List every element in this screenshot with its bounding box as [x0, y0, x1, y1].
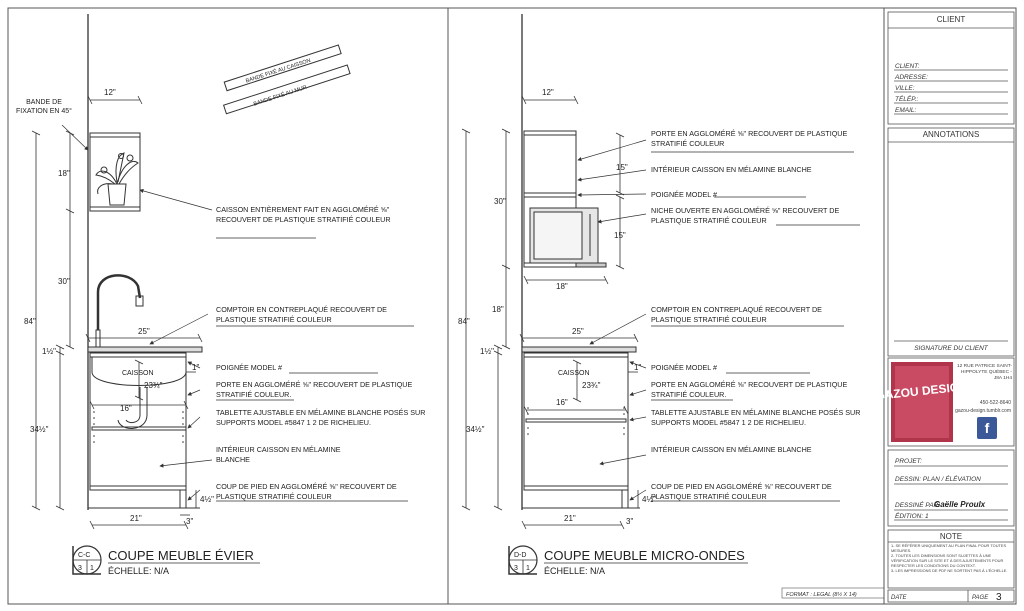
note-porte-top: PORTE EN AGGLOMÉRÉ ⅝" RECOUVERT DE PLASTIQUE STRATIFIÉ COULEUR: [651, 129, 848, 148]
dim-total: 84": [24, 317, 36, 326]
note-comptoir-r: COMPTOIR EN CONTREPLAQUÉ RECOUVERT DE PLASTIQUE STRATIFIÉ COULEUR: [651, 305, 822, 324]
email-field: EMAIL:: [895, 107, 917, 114]
dim-top-width: 12": [104, 88, 116, 97]
counter: [88, 347, 202, 352]
marker-bl: 3: [78, 565, 82, 572]
caisson-label-r: CAISSON: [558, 370, 590, 377]
page-number: 3: [996, 592, 1002, 603]
plant-icon: [96, 153, 138, 205]
facebook-icon[interactable]: [977, 417, 997, 439]
dim-gap-r: 18": [492, 305, 504, 314]
sheet-border: [8, 8, 1016, 604]
note-line-3: 3- LES IMPRESSIONS DE PDF NE SORTENT PAS À L'ÉCHELLE.: [891, 568, 1008, 573]
right-scale: ÉCHELLE: N/A: [544, 566, 606, 576]
dim-toe-h-r: 4½": [642, 495, 656, 504]
note-line-1: 1- SE RÉFÉRER UNIQUEMENT AU PLAN FINAL POUR TOUTES MESURES.: [891, 543, 1007, 553]
note-coup: COUP DE PIED EN AGGLOMÉRÉ ⅝" RECOUVERT DE PLASTIQUE STRATIFIÉ COULEUR: [216, 482, 397, 501]
client-field: CLIENT:: [895, 63, 920, 70]
note-bande: BANDE DE FIXATION EN 45°: [16, 99, 72, 115]
right-title: COUPE MEUBLE MICRO-ONDES: [544, 548, 745, 563]
note-poignee: POIGNÉE MODEL #: [216, 363, 283, 372]
right-section-marker: [509, 546, 537, 574]
note-poignee-top: POIGNÉE MODEL #: [651, 190, 718, 199]
note-porte: PORTE EN AGGLOMÉRÉ ⅝" RECOUVERT DE PLASTIQUE STRATIFIÉ COULEUR.: [216, 380, 413, 399]
dim-lower-h: 34½": [30, 425, 49, 434]
marker-top-r: D-D: [514, 552, 527, 559]
faucet-icon: [98, 275, 140, 330]
dim-toe-h: 4½": [200, 495, 214, 504]
dim-niche-w: 18": [556, 282, 568, 291]
left-title: COUPE MEUBLE ÉVIER: [108, 548, 254, 563]
client-fields: [894, 63, 928, 114]
dim-counter-w: 25": [138, 327, 150, 336]
marker-br: 1: [90, 565, 94, 572]
annotations-box: [888, 128, 1014, 356]
upper-cabinet: [90, 133, 140, 211]
left-notes: [16, 57, 442, 508]
counter-right: [522, 347, 636, 352]
shelf-right: [526, 419, 626, 422]
dim-inner-r: 23¾": [582, 381, 601, 390]
dim-lower-h-r: 34½": [466, 425, 485, 434]
address-field: ADRESSE:: [895, 74, 928, 81]
project-info: [895, 458, 986, 520]
dim-toe-w-r: 3": [626, 517, 634, 526]
dim-side-r: 1": [634, 363, 642, 372]
dim-inner15a: 15": [616, 163, 628, 172]
company-web: gazou-design.tumblr.com: [955, 408, 1011, 414]
company-info: [955, 364, 1012, 414]
dim-toe-w: 3": [186, 517, 194, 526]
dim-counter-w-r: 25": [572, 327, 584, 336]
note-comptoir: COMPTOIR EN CONTREPLAQUÉ RECOUVERT DE PLASTIQUE STRATIFIÉ COULEUR: [216, 305, 387, 324]
marker-bl-r: 3: [514, 565, 518, 572]
right-text: [458, 88, 656, 526]
phone-field: TÉLÉP.:: [895, 96, 919, 103]
client-header: CLIENT: [936, 15, 966, 24]
note-caisson: CAISSON ENTIÈREMENT FAIT EN AGGLOMÉRÉ ⅝" RECOUVERT DE PLASTIQUE STRATIFIÉ COULEUR: [216, 205, 391, 224]
svg-text:f: f: [984, 420, 990, 436]
dim-inner: 23¾": [144, 381, 163, 390]
page-label: PAGE: [972, 595, 989, 601]
marker-top: C-C: [78, 552, 91, 559]
marker-br-r: 1: [526, 565, 530, 572]
note-line-2: 2- TOUTES LES DIMENSIONS SONT SUJETTES À UNE VÉRIFICATION SUR LE SITE ET À DES AJUSTEMENTS POUR RESPECTER LES CONDITIONS DU CONTEXT.: [891, 553, 1004, 568]
dim-side: 1": [192, 363, 200, 372]
note-interieur: INTÉRIEUR CAISSON EN MÉLAMINE BLANCHE: [216, 445, 341, 464]
format-label: FORMAT : LEGAL (8½ X 14): [786, 592, 857, 598]
company-address: 12 RUE PATRICE SAINT-HIPPOLYTE QUÉBEC - J8A 1H4: [957, 364, 1012, 381]
edition-label: ÉDITION: 1: [895, 513, 929, 520]
note-porte-r: PORTE EN AGGLOMÉRÉ ⅝" RECOUVERT DE PLASTIQUE STRATIFIÉ COULEUR.: [651, 380, 848, 399]
designer-name: Gaëlle Proulx: [934, 500, 986, 509]
dessin-label: DESSIN: PLAN / ÉLÉVATION: [895, 476, 981, 483]
dim-shelf: 16": [120, 404, 132, 413]
city-field: VILLE:: [895, 85, 915, 92]
note-header: NOTE: [939, 532, 963, 541]
dim-gap: 30": [58, 277, 70, 286]
note-niche: NICHE OUVERTE EN AGGLOMÉRÉ ⅝" RECOUVERT DE PLASTIQUE STRATIFIÉ COULEUR: [651, 206, 840, 225]
dim-base-w: 21": [130, 514, 142, 523]
right-drawing: [522, 14, 640, 510]
right-dimensions: [462, 96, 638, 529]
note-interieur-top: INTÉRIEUR CAISSON EN MÉLAMINE BLANCHE: [651, 165, 812, 174]
left-section-marker: [73, 546, 101, 574]
dim-base-w-r: 21": [564, 514, 576, 523]
faucet-base: [96, 330, 100, 347]
projet-label: PROJET:: [895, 458, 922, 465]
dim-upper-r: 30": [494, 197, 506, 206]
strip2-label: BANDE FIXÉ AU MUR: [252, 84, 308, 108]
dim-cab-height: 18": [58, 169, 70, 178]
note-coup-r: COUP DE PIED EN AGGLOMÉRÉ ⅝" RECOUVERT DE PLASTIQUE STRATIFIÉ COULEUR: [651, 482, 832, 501]
left-drawing: [88, 14, 350, 510]
note-poignee-r: POIGNÉE MODEL #: [651, 363, 718, 372]
annotations-header: ANNOTATIONS: [922, 130, 980, 139]
dim-inner15b: 15": [614, 231, 626, 240]
logo-text: GAZOU DESIGN: [874, 379, 969, 403]
note-tablette: TABLETTE AJUSTABLE EN MÉLAMINE BLANCHE POSÉS SUR SUPPORTS MODEL #5847 1 2 DE RICHELIEU.: [216, 408, 426, 427]
strip1-label: BANDE FIXÉ AU CAISSON: [245, 57, 312, 85]
dim-shelf-r: 16": [556, 398, 568, 407]
note-tablette-r: TABLETTE AJUSTABLE EN MÉLAMINE BLANCHE POSÉS SUR SUPPORTS MODEL #5847 1 2 DE RICHELIEU.: [651, 408, 861, 427]
dim-top-width-r: 12": [542, 88, 554, 97]
left-scale: ÉCHELLE: N/A: [108, 566, 170, 576]
signature-label: SIGNATURE DU CLIENT: [914, 345, 988, 352]
company-phone: 450-522-8640: [979, 400, 1011, 406]
right-notes: [651, 129, 879, 508]
company-logo: [875, 362, 969, 442]
dessine-par-label: DESSINÉ PAR:: [895, 502, 941, 509]
dim-counter-t: 1½": [42, 347, 56, 356]
note-interieur-r: INTÉRIEUR CAISSON EN MÉLAMINE BLANCHE: [651, 445, 812, 454]
note-lines: [891, 543, 1011, 587]
caisson-label: CAISSON: [122, 370, 154, 377]
dim-counter-t-r: 1½": [480, 347, 494, 356]
date-label: DATE: [891, 595, 907, 601]
fixation-strip-2: [224, 65, 350, 114]
dim-total-r: 84": [458, 317, 470, 326]
